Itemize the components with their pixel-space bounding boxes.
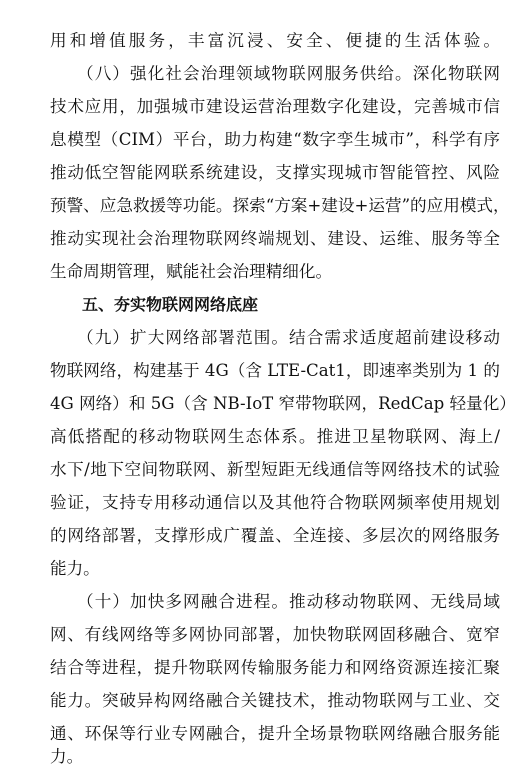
paragraph-line: 技术应用，加强城市建设运营治理数字化建设，完善城市信 <box>50 97 500 116</box>
paragraph-line: 力。 <box>50 747 84 766</box>
paragraph-line: （十）加快多网融合进程。推动移动物联网、无线局域 <box>50 592 500 611</box>
text-line: 用和增值服务，丰富沉浸、安全、便捷的生活体验。 <box>50 31 500 50</box>
paragraph-line: 通、环保等行业专网融合，提升全场景物联网络融合服务能 <box>50 724 500 743</box>
paragraph-line: 物联网络，构建基于 4G（含 LTE-Cat1，即速率类别为 1 的 <box>50 361 500 380</box>
paragraph-line: （九）扩大网络部署范围。结合需求适度超前建设移动 <box>50 328 500 347</box>
paragraph-line: 能力。 <box>50 559 100 578</box>
paragraph-line: 水下/地下空间物联网、新型短距无线通信等网络技术的试验 <box>50 460 500 479</box>
paragraph-line: 网、有线网络等多网协同部署，加快物联网固移融合、宽窄 <box>50 625 500 644</box>
paragraph-line: 生命周期管理，赋能社会治理精细化。 <box>50 262 333 281</box>
paragraph-line: （八）强化社会治理领域物联网服务供给。深化物联网 <box>50 64 500 83</box>
paragraph-line: 结合等进程，提升物联网传输服务能力和网络资源连接汇聚 <box>50 658 500 677</box>
paragraph-line: 息模型（CIM）平台，助力构建“数字孪生城市”，科学有序 <box>50 130 500 149</box>
paragraph-line: 预警、应急救援等功能。探索“方案+建设+运营”的应用模式， <box>50 196 510 215</box>
paragraph-line: 能力。突破异构网络融合关键技术，推动物联网与工业、交 <box>50 691 500 710</box>
section-heading: 五、夯实物联网网络底座 <box>50 295 259 314</box>
paragraph-line: 验证，支持专用移动通信以及其他符合物联网频率使用规划 <box>50 493 500 512</box>
paragraph-line: 推动实现社会治理物联网终端规划、建设、运维、服务等全 <box>50 229 500 248</box>
paragraph-line: 4G 网络）和 5G（含 NB-IoT 窄带物联网，RedCap 轻量化） <box>50 394 516 413</box>
paragraph-line: 的网络部署，支撑形成广覆盖、全连接、多层次的网络服务 <box>50 526 500 545</box>
paragraph-line: 推动低空智能网联系统建设，支撑实现城市智能管控、风险 <box>50 163 500 182</box>
paragraph-line: 高低搭配的移动物联网生态体系。推进卫星物联网、海上/ <box>50 427 500 446</box>
